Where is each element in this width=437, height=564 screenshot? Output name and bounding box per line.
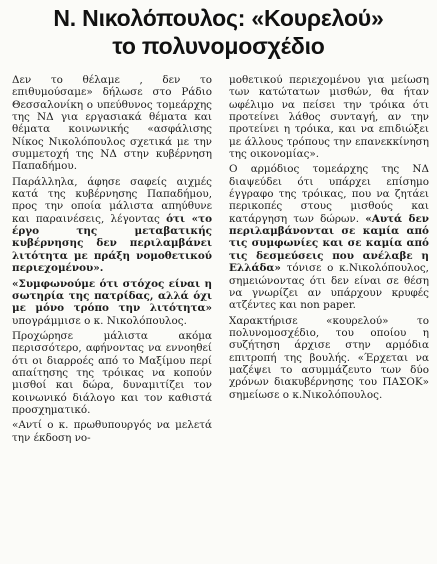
headline-line-1: Ν. Νικολόπουλος: «Κουρελού» [53, 5, 384, 31]
paragraph [12, 176, 212, 275]
emphasized-quote: ότι «το έργο της μεταβατικής κυβέρνησης δεν περιλαμβάνει λιτότητα με πράξη νομοθετικού περιεχομένου». [12, 212, 213, 275]
paragraph-text: υπογράμμισε ο κ. Νικολόπουλος. [12, 314, 187, 327]
paragraph [12, 278, 212, 327]
article-column-right [229, 74, 429, 404]
paragraph [229, 163, 429, 311]
headline-line-2: το πολυνομοσχέδιο [112, 33, 325, 59]
article-column-left [12, 74, 212, 447]
paragraph-text: Παράλληλα, άφησε σαφείς αιχμές κατά της κυβέρνησης Παπαδήμου, προς την οποία μάλιστα απηύθυνε και παραινέσεις, λέγοντας [12, 175, 212, 225]
paragraph-text: Ο αρμόδιος τομεάρχης της ΝΔ διαψεύδει ότι υπάρχει επίσημο έγγραφο της τρόικας, που να ζητάει περικοπές στους μισθούς και κατάργηση των δώρων. [229, 163, 429, 225]
paragraph-text: τόνισε ο κ.Νικολόπουλος, σημειώνοντας ότι δεν είναι σε θέση να γνωρίζει αν υπάρχουν κρυφές ατζέντες και non paper. [229, 262, 429, 312]
paragraph: μοθετικού περιεχομένου για μείωση των κατώτατων μισθών, θα ήταν ωφέλιμο να πείσει την τρόικα ότι προτείνει λάθος συνταγή, αν την προτείνει η τρόικα, και να επιδιώξει με άλλους τρόπους την επανεκκίνηση της οικονομίας». [229, 74, 429, 161]
article-headline [0, 4, 437, 60]
paragraph: Δεν το θέλαμε , δεν το επιθυμούσαμε» δήλωσε στο Ράδιο Θεσσαλονίκη ο υπεύθυνος τομεάρχης της ΝΔ για εργασιακά θέματα και θέματα κοινωνικής «ασφάλισης Νίκος Νικολόπουλος σχετικά με την συμμετοχή της ΝΔ στην κυβέρνηση Παπαδήμου. [12, 74, 212, 173]
emphasized-quote: «Αυτά δεν περιλαμβάνονται σε καμία από τις συμφωνίες και σε καμία από τις δεσμεύσεις που ανέλαβε η Ελλάδα» [229, 212, 430, 275]
paragraph: Χαρακτήρισε «κουρελού» το πολυνομοσχέδιο, του οποίου η συζήτηση άρχισε στην αρμόδια επιτροπή της βουλής. «Έρχεται να μαζέψει το ασυμμάζευτο των δύο χρόνων διακυβέρνησης του ΠΑΣΟΚ» σημείωσε ο κ.Νικολόπουλος. [229, 314, 429, 401]
emphasized-quote: «Συμφωνούμε ότι στόχος είναι η σωτηρία της πατρίδας, αλλά όχι με μόνο τρόπο την λιτότητα» [12, 277, 212, 315]
paragraph: Προχώρησε μάλιστα ακόμα περισσότερο, αφήνοντας να εννοηθεί ότι οι διαρροές από το Μαξίμου περί απαίτησης της τρόικας να κοπούν μισθοί και δώρα, δυναμιτίζει τον κοινωνικό διάλογο και τον καθιστά προσχηματικό. [12, 329, 212, 416]
paragraph: «Αντί ο κ. πρωθυπουργός να μελετά την έκδοση νο- [12, 419, 212, 444]
